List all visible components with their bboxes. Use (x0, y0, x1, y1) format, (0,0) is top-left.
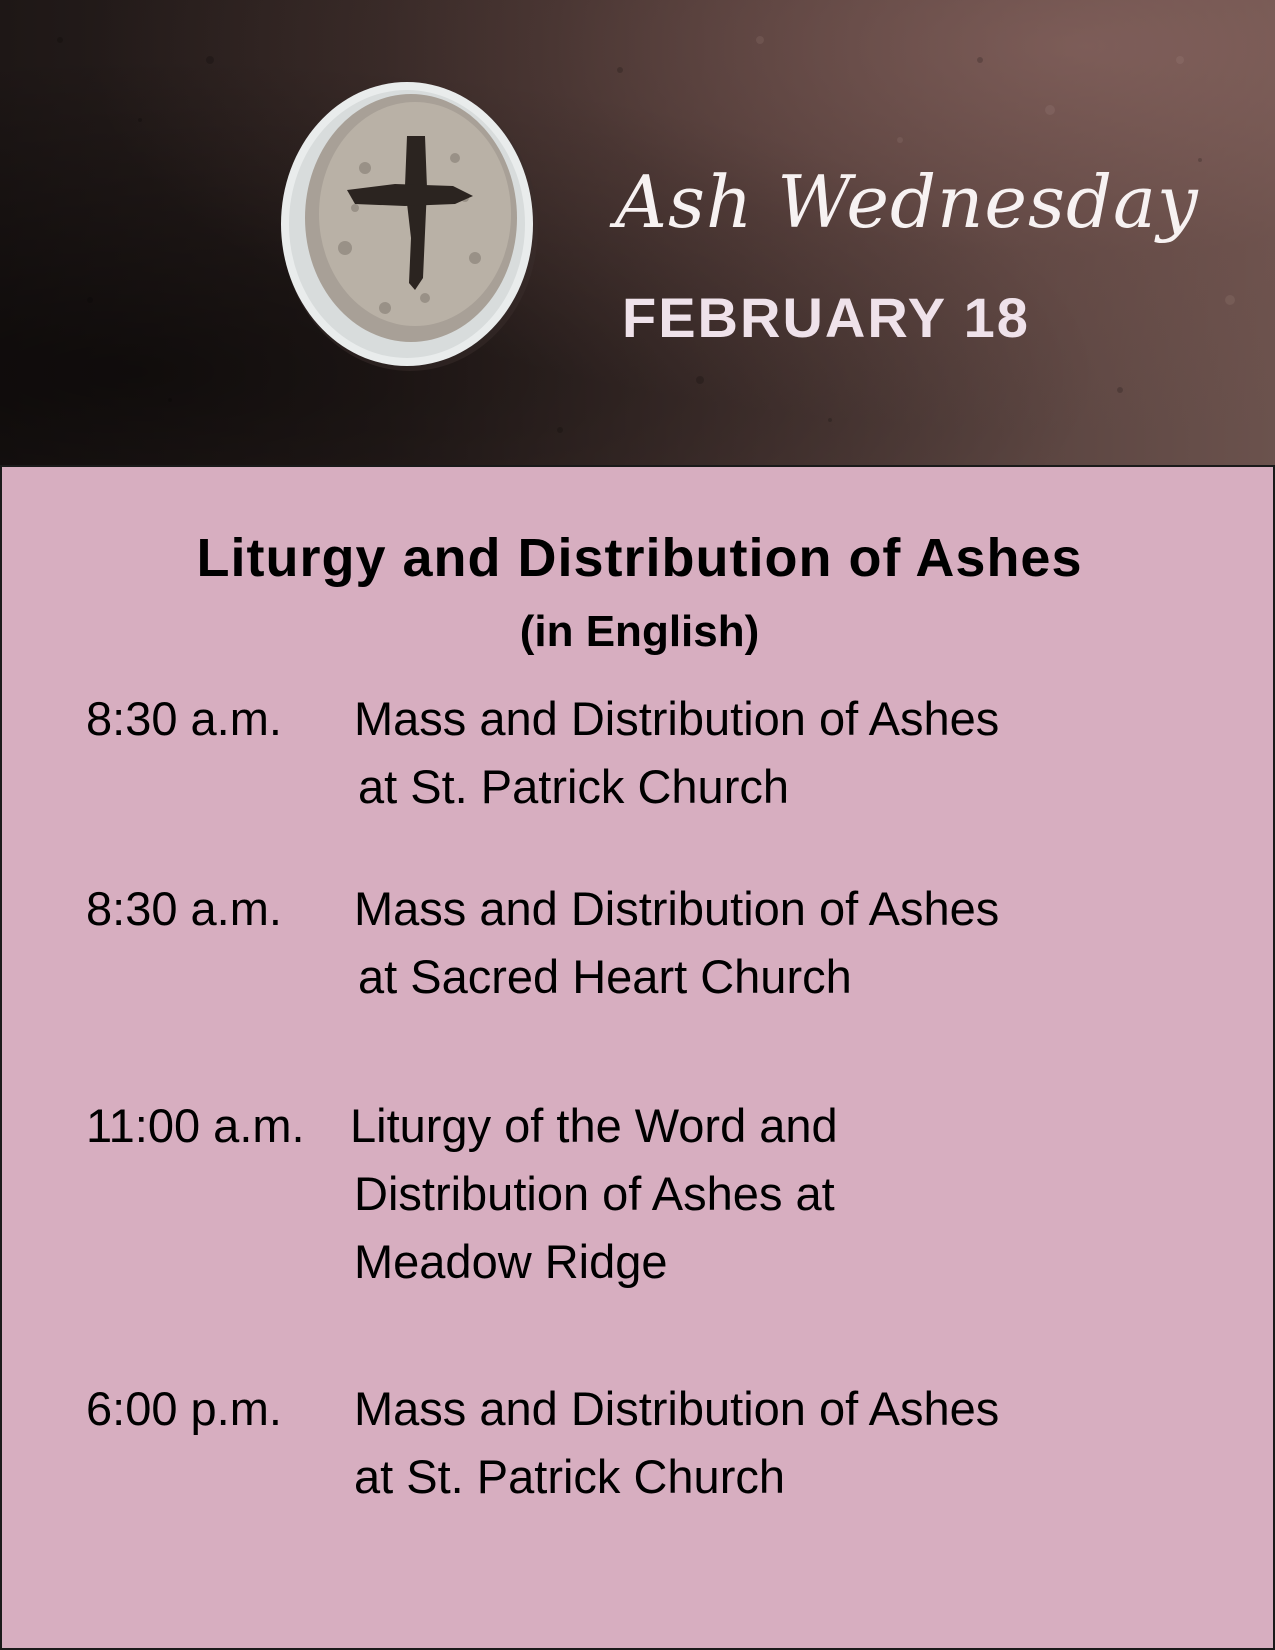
event-description-line: at St. Patrick Church (354, 1450, 785, 1503)
event-description-line: at Sacred Heart Church (358, 950, 852, 1003)
event-time: 11:00 a.m. (86, 1099, 305, 1152)
event-date: FEBRUARY 18 (622, 286, 1030, 349)
event-description-line: Meadow Ridge (354, 1235, 668, 1288)
event-description (354, 685, 1234, 821)
schedule-subheading: (in English) (519, 607, 760, 656)
event-description-line: Liturgy of the Word and (350, 1099, 838, 1152)
event-description-line: Mass and Distribution of Ashes (354, 1382, 1000, 1435)
event-title: Ash Wednesday (615, 160, 1199, 244)
event-time: 8:30 a.m. (86, 882, 282, 935)
event-time: 6:00 p.m. (86, 1382, 282, 1435)
schedule-panel (0, 465, 1275, 1650)
event-description-line: Distribution of Ashes at (354, 1167, 835, 1220)
event-description (354, 1375, 1234, 1511)
header-banner (0, 0, 1275, 465)
event-description-line: at St. Patrick Church (358, 760, 789, 813)
event-description-line: Mass and Distribution of Ashes (354, 692, 1000, 745)
ash-bowl-cross-image (275, 78, 545, 378)
event-time: 8:30 a.m. (86, 692, 282, 745)
event-description-line: Mass and Distribution of Ashes (354, 882, 1000, 935)
event-description (350, 1092, 1230, 1296)
schedule-heading: Liturgy and Distribution of Ashes (196, 528, 1083, 588)
event-description (354, 875, 1234, 1011)
